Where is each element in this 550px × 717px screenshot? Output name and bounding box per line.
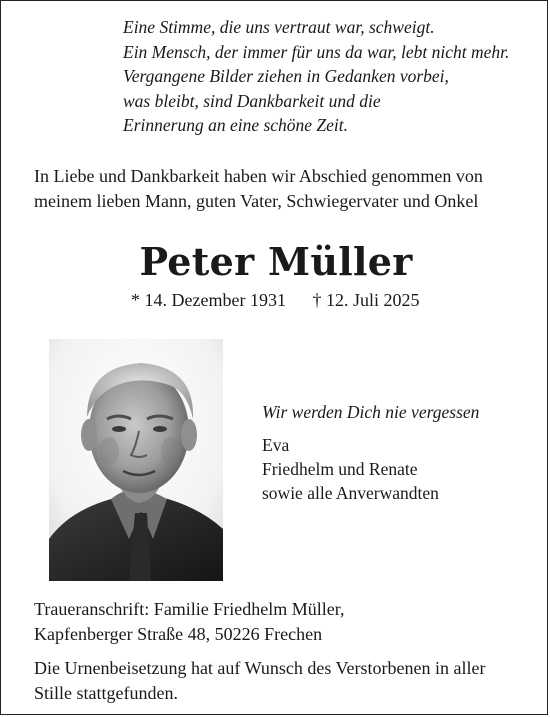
burial-notice <box>34 656 539 705</box>
address-line: Kapfenberger Straße 48, 50226 Frechen <box>34 624 323 644</box>
mourner-name: sowie alle Anverwandten <box>262 483 439 503</box>
memorial-poem <box>123 15 543 138</box>
mourning-address <box>34 597 534 647</box>
poem-line: was bleibt, sind Dankbarkeit und die <box>123 90 381 111</box>
poem-line: Erinnerung an eine schöne Zeit. <box>123 115 349 135</box>
birth-date: * 14. Dezember 1931 <box>131 290 286 310</box>
address-line: Traueranschrift: Familie Friedhelm Müller, <box>34 599 345 619</box>
notice-line: Die Urnenbeisetzung hat auf Wunsch des Verstorbenen in aller <box>34 658 486 678</box>
deceased-name: Peter Müller <box>139 239 413 284</box>
life-dates <box>131 288 451 312</box>
intro-line: meinem lieben Mann, guten Vater, Schwiegervater und Onkel <box>34 190 479 211</box>
poem-line: Eine Stimme, die uns vertraut war, schweigt. <box>123 17 435 37</box>
farewell-quote: Wir werden Dich nie vergessen <box>262 402 480 422</box>
death-date: † 12. Juli 2025 <box>312 290 420 310</box>
farewell-block <box>262 399 542 505</box>
intro-line: In Liebe und Dankbarkeit haben wir Abschied genommen von <box>34 166 483 186</box>
intro-text <box>34 164 534 213</box>
poem-line: Vergangene Bilder ziehen in Gedanken vorbei, <box>123 66 449 86</box>
portrait-photo <box>49 339 223 581</box>
mourner-name: Friedhelm und Renate <box>262 459 418 479</box>
notice-line: Stille stattgefunden. <box>34 682 178 703</box>
mourner-name: Eva <box>262 435 290 455</box>
poem-line: Ein Mensch, der immer für uns da war, lebt nicht mehr. <box>123 41 510 62</box>
